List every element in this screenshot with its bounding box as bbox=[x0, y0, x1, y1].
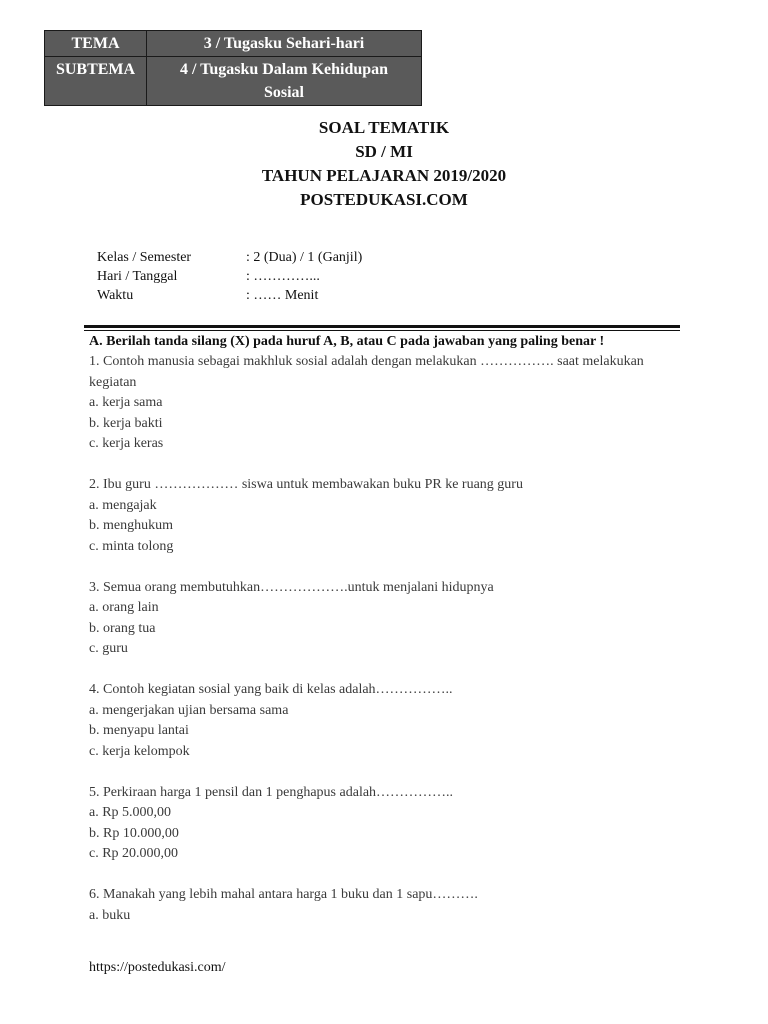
double-divider bbox=[84, 325, 680, 331]
question-1 bbox=[89, 352, 649, 455]
subtema-row bbox=[45, 57, 422, 106]
info-value: : …………... bbox=[246, 269, 320, 284]
option-b: b. menyapu lantai bbox=[89, 723, 189, 738]
title-line-1: SOAL TEMATIK bbox=[318, 118, 450, 137]
title-line-3: TAHUN PELAJARAN 2019/2020 bbox=[261, 166, 507, 185]
option-c: c. minta tolong bbox=[89, 538, 174, 554]
title-line-4: POSTEDUKASI.COM bbox=[300, 190, 468, 209]
option-c: c. kerja keras bbox=[89, 436, 164, 451]
question-6 bbox=[89, 885, 649, 926]
info-label: Hari / Tanggal bbox=[97, 269, 178, 284]
option-b: b. orang tua bbox=[89, 620, 156, 636]
option-a: a. kerja sama bbox=[89, 395, 163, 410]
document-title-block bbox=[0, 116, 768, 212]
divider-thin-line bbox=[84, 330, 680, 331]
question-text: 3. Semua orang membutuhkan……………….untuk menjalani hidupnya bbox=[89, 579, 494, 595]
tema-row bbox=[45, 31, 422, 57]
info-value: : 2 (Dua) / 1 (Ganjil) bbox=[246, 250, 363, 265]
question-3 bbox=[89, 578, 649, 660]
section-a-instruction: A. Berilah tanda silang (X) pada huruf A, B, atau C pada jawaban yang paling benar ! bbox=[89, 334, 605, 349]
subtema-value bbox=[147, 57, 422, 106]
subtema-value-line2: Sosial bbox=[263, 84, 304, 101]
question-text: 1. Contoh manusia sebagai makhluk sosial adalah dengan melakukan ……………. saat melakukan kegiatan bbox=[89, 354, 644, 390]
theme-table bbox=[44, 30, 422, 106]
question-text: 6. Manakah yang lebih mahal antara harga 1 buku dan 1 sapu………. bbox=[89, 887, 478, 902]
info-label: Waktu bbox=[97, 288, 134, 303]
question-list bbox=[89, 352, 649, 947]
option-b: b. kerja bakti bbox=[89, 415, 163, 431]
option-a: a. Rp 5.000,00 bbox=[89, 805, 172, 820]
info-value: : …… Menit bbox=[246, 288, 319, 303]
option-a: a. buku bbox=[89, 907, 131, 923]
option-c: c. Rp 20.000,00 bbox=[89, 846, 179, 861]
info-row-time bbox=[97, 286, 362, 305]
option-a: a. mengerjakan ujian bersama sama bbox=[89, 702, 289, 718]
info-label: Kelas / Semester bbox=[97, 250, 192, 265]
question-text: 4. Contoh kegiatan sosial yang baik di kelas adalah…………….. bbox=[89, 682, 453, 697]
question-text: 2. Ibu guru ……………… siswa untuk membawakan buku PR ke ruang guru bbox=[89, 477, 523, 492]
info-row-date bbox=[97, 267, 362, 286]
subtema-value-line1: 4 / Tugasku Dalam Kehidupan bbox=[179, 61, 389, 78]
question-text: 5. Perkiraan harga 1 pensil dan 1 penghapus adalah…………….. bbox=[89, 784, 454, 800]
option-a: a. mengajak bbox=[89, 497, 157, 513]
option-a: a. orang lain bbox=[89, 600, 159, 615]
option-b: b. menghukum bbox=[89, 518, 173, 533]
tema-value: 3 / Tugasku Sehari-hari bbox=[147, 31, 422, 57]
question-2 bbox=[89, 475, 649, 557]
option-b: b. Rp 10.000,00 bbox=[89, 825, 179, 841]
footer-url: https://postedukasi.com/ bbox=[89, 960, 226, 975]
info-row-class bbox=[97, 248, 362, 267]
question-5 bbox=[89, 783, 649, 865]
option-c: c. kerja kelompok bbox=[89, 743, 190, 759]
subtema-label: SUBTEMA bbox=[45, 57, 147, 106]
student-info bbox=[97, 248, 362, 305]
option-c: c. guru bbox=[89, 641, 128, 656]
tema-label: TEMA bbox=[45, 31, 147, 57]
divider-thick-line bbox=[84, 325, 680, 328]
title-line-2: SD / MI bbox=[355, 142, 413, 161]
question-4 bbox=[89, 680, 649, 762]
